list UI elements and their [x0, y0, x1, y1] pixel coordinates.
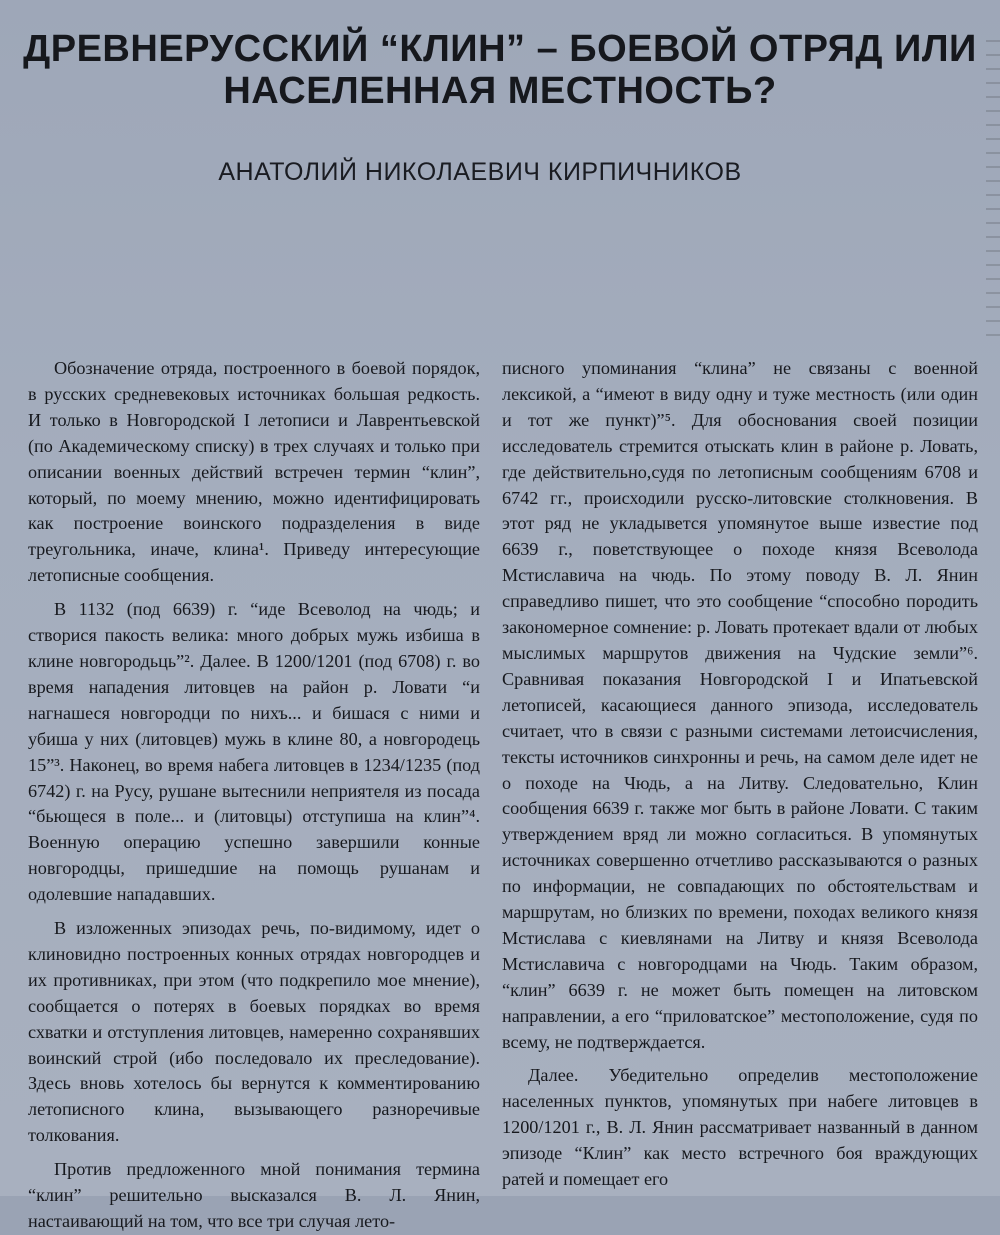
- paragraph: писного упоминания “клина” не связаны с военной лексикой, а “имеют в виду одну и туже местность (или один и тот же пункт)”⁵. Для обоснования своей позиции исследователь стремится отыскать клин в районе р. Ловать, где действительно,судя по летописным сообщениям 6708 и 6742 гг., происходили русско-литовские столкновения. В этот ряд не укладывется упомянутое выше известие под 6639 г., поветствующее о походе князя Всеволода Мстиславича на чюдь. По этому поводу В. Л. Янин справедливо пишет, что это сообщение “способно породить закономерное сомнение: р. Ловать протекает вдали от любых мыслимых маршрутов движения на Чудские земли”⁶. Сравнивая показания Новгородской I и Ипатьевской летописей, касающиеся данного эпизода, исследователь считает, что в связи с разными системами летоисчисления, тексты источников синхронны и речь, на самом деле идет не о походе на Чюдь, а на Литву. Следовательно, Клин сообщения 6639 г. также мог быть в районе Ловати. С таким утверждением вряд ли можно согласиться. В упомянутых источниках совершенно отчетливо рассказываются о разных по информации, не совпадающих по обстоятельствам и маршрутам, но близких по времени, походах великого князя Мстислава с киевлянами на Литву и князя Всеволода Мстиславича с новгородцами на Чюдь. Таким образом, “клин” 6639 г. не может быть помещен на литовском направлении, а его “приловатское” местоположение, судя по всему, не подтверждается.: [502, 358, 978, 1052]
- paragraph: Далее. Убедительно определив местоположение населенных пунктов, упомянутых при набеге литовцев в 1200/1201 г., В. Л. Янин рассматривает названный в данном эпизоде “Клин” как место встречного боя враждующих ратей и помещает его: [502, 1065, 978, 1190]
- right-column: [502, 356, 978, 1193]
- paragraph: В 1132 (под 6639) г. “иде Всеволод на чюдь; и створися пакость велика: много добрых мужь избиша в клине новгородьць”². Далее. В 1200/1201 (под 6708) г. во время нападения литовцев на район р. Ловати “и нагнашеся новгородци по нихъ... и бишася с ними и убиша у них (литовцев) мужь в клине 80, а новгородець 15”³. Наконец, во время набега литовцев в 1234/1235 (под 6742) г. на Русу, рушане вытеснили неприятеля из посада “бьющеся в поле... и (литовцы) отступиша на клин”⁴. Военную операцию успешно завершили конные новгородцы, пришедшие на помощь рушанам и одолевшие нападавших.: [28, 599, 480, 905]
- title-line-2: НАСЕЛЕННАЯ МЕСТНОСТЬ?: [223, 70, 777, 112]
- paragraph: В изложенных эпизодах речь, по-видимому, идет о клиновидно построенных конных отрядах новгородцев и их противниках, при этом (что подкрепило мое мнение), сообщается о потерях в боевых порядках во время схватки и отступления литовцев, намеренно сохранявших воинский строй (ибо последовало их преследование). Здесь вновь хотелось бы вернутся к комментированию летописного клина, вызывающего разноречивые толкования.: [28, 918, 480, 1146]
- facing-page-edge: [986, 40, 1000, 340]
- author-name: АНАТОЛИЙ НИКОЛАЕВИЧ КИРПИЧНИКОВ: [218, 158, 742, 186]
- paragraph: Против предложенного мной понимания термина “клин” решительно высказался В. Л. Янин, настаивающий на том, что все три случая лето-: [28, 1159, 480, 1231]
- left-column: [28, 356, 480, 1235]
- article-title: [20, 28, 980, 112]
- title-line-1: ДРЕВНЕРУССКИЙ “КЛИН” – БОЕВОЙ ОТРЯД ИЛИ: [23, 28, 977, 70]
- paragraph: Обозначение отряда, построенного в боевой порядок, в русских средневековых источниках большая редкость. И только в Новгородской I летописи и Лаврентьевской (по Академическому списку) в трех случаях и только при описании военных действий встречен термин “клин”, который, по моему мнению, можно идентифицировать как построение воинского подразделения в виде треугольника, иначе, клина¹. Приведу интересующие летописные сообщения.: [28, 358, 480, 586]
